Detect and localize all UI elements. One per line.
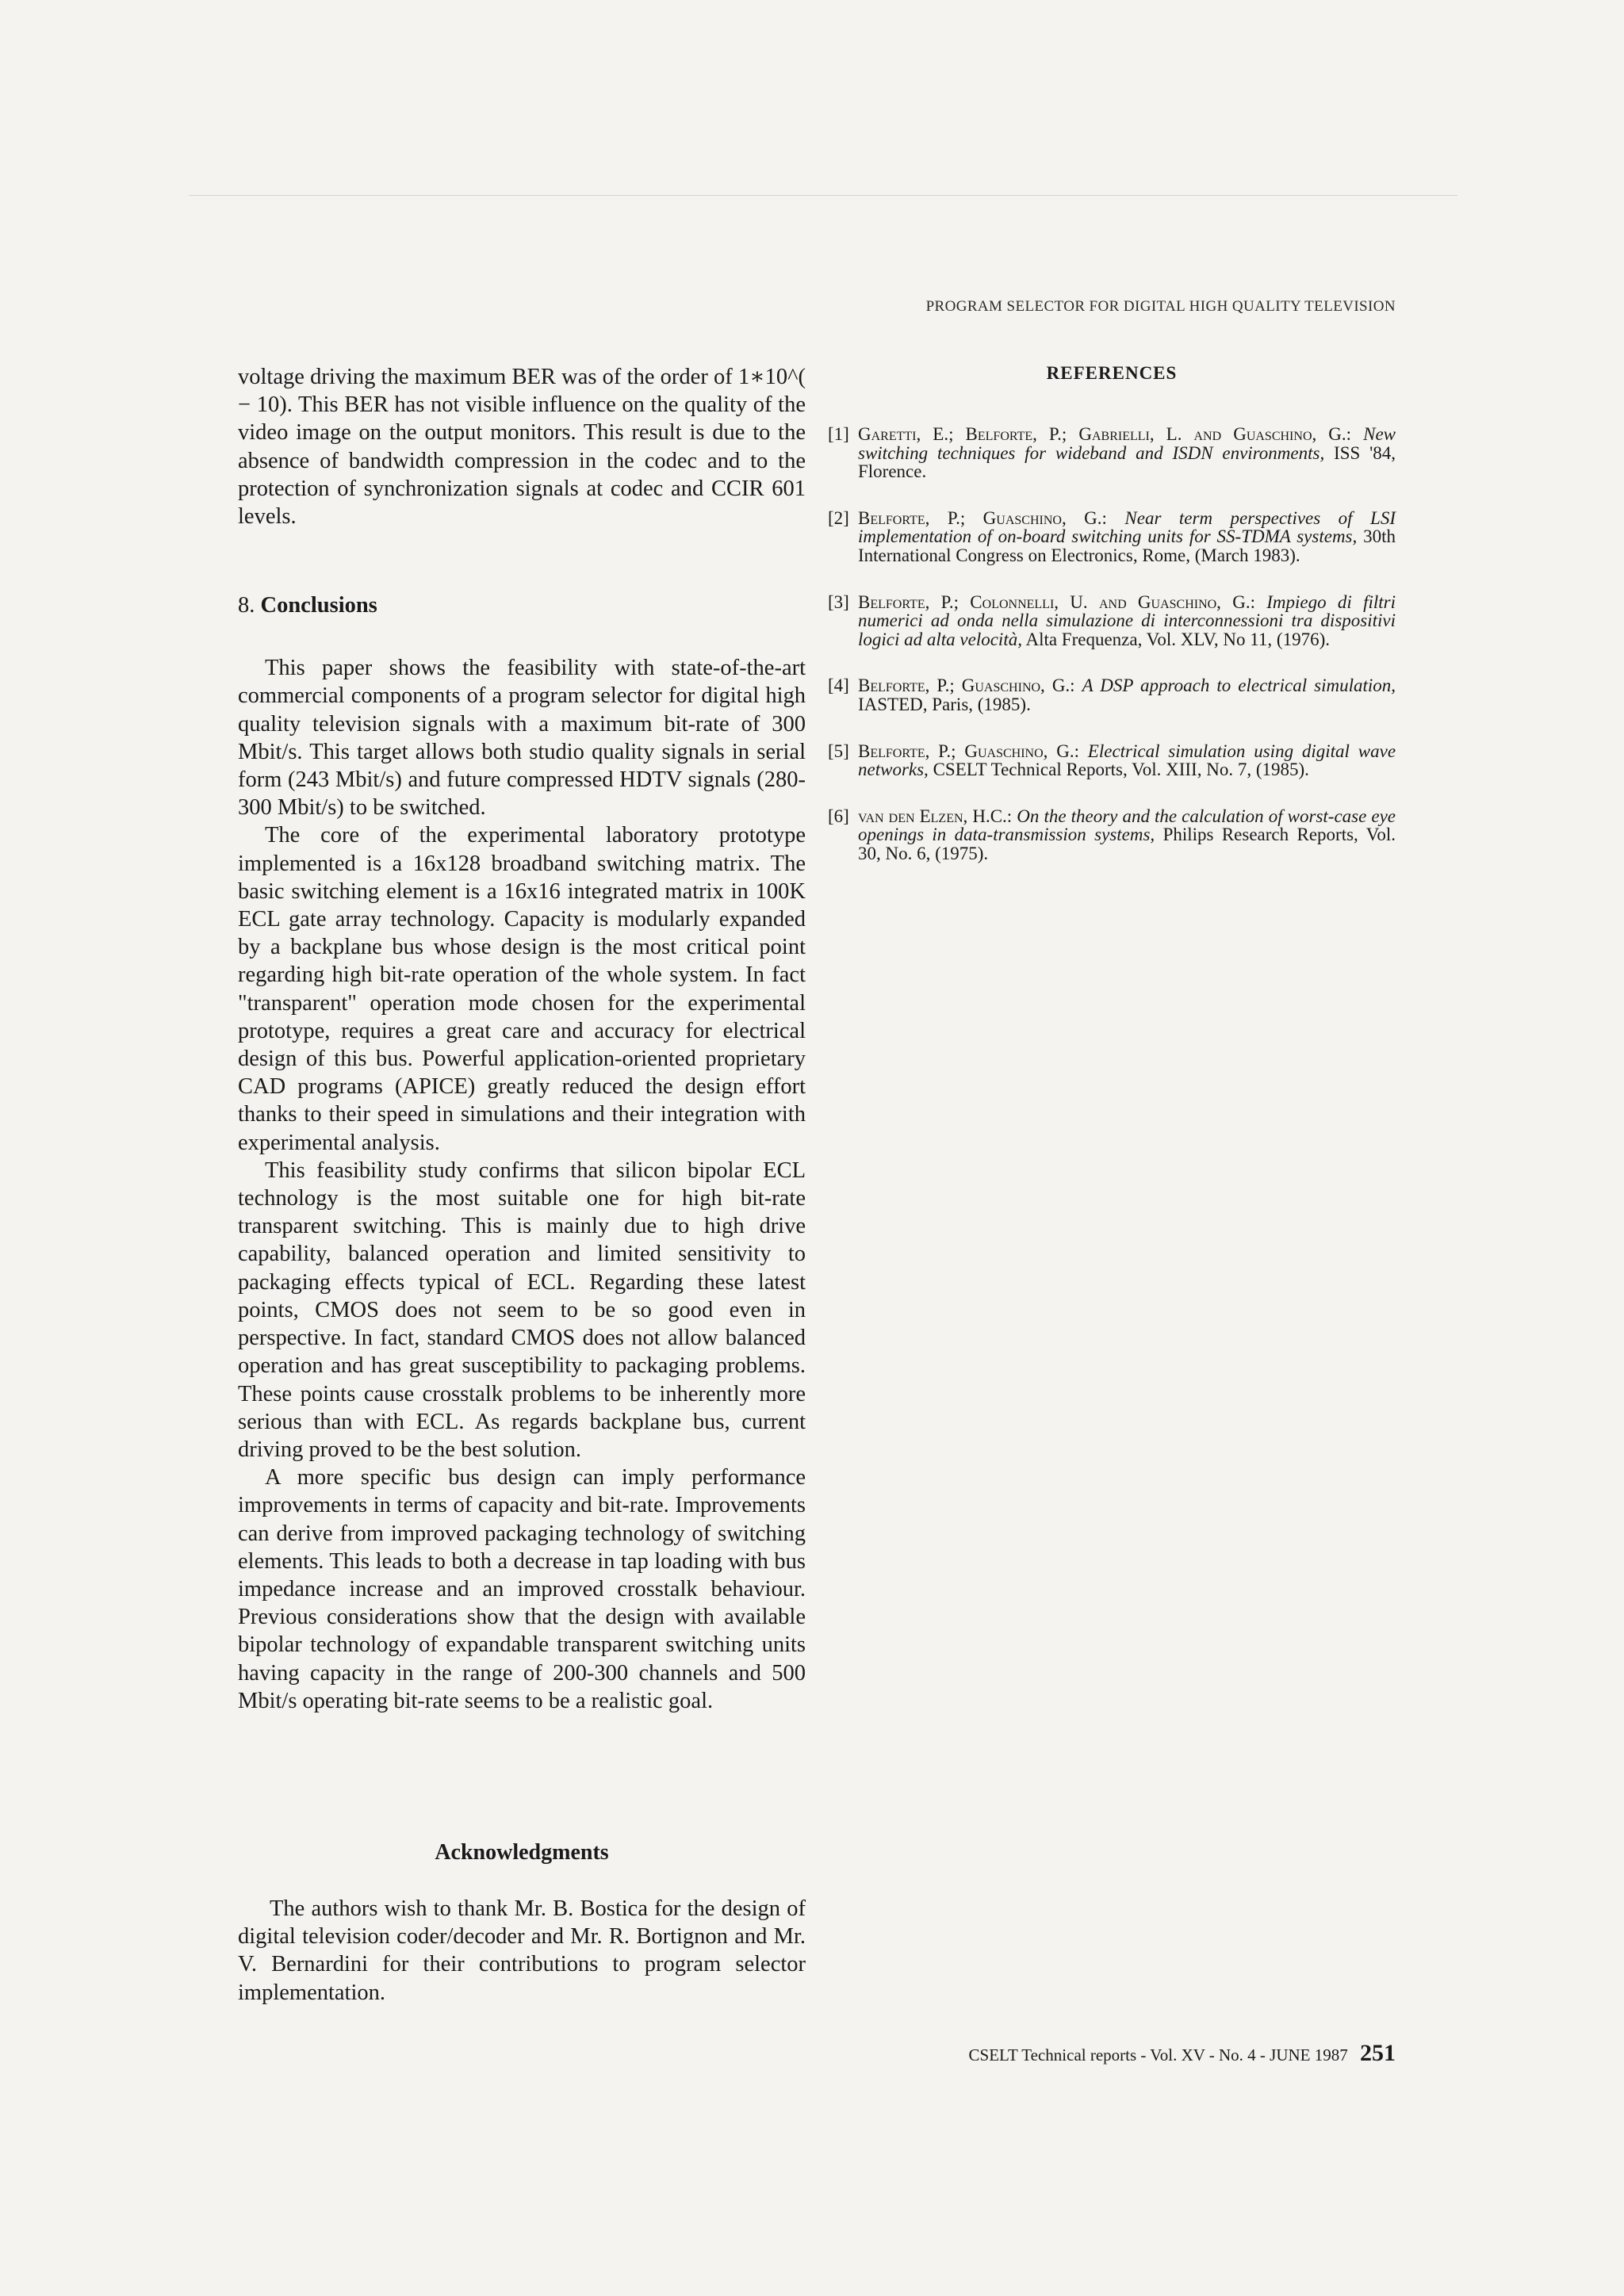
page-footer [793,2040,1396,2067]
reference-number: [1] [828,424,849,444]
reference-number: [5] [828,740,849,761]
reference-authors: van den Elzen, H.C.: [858,806,1013,826]
section-title: Conclusions [260,593,377,618]
body-paragraph: This feasibility study confirms that silicon bipolar ECL technology is the most suitable one for high bit-rate transparent switching. This is mainly due to high drive capability, balanced operation and limited sensitivity to packaging effects typical of ECL. Regarding these latest points, CMOS does not seem to be so good even in perspective. In fact, standard CMOS does not allow balanced operation and has great susceptibility to packaging problems. These points cause crosstalk problems to be inherently more serious than with ECL. As regards backplane bus, current driving proved to be the best solution. [238,1158,806,1462]
reference-authors: Belforte, P.; Guaschino, G.: [858,740,1079,761]
reference-text [858,425,1396,481]
reference-text [858,807,1396,863]
acknowledgments-heading: Acknowledgments [435,1840,609,1865]
reference-authors: Belforte, P.; Guaschino, G.: [858,675,1075,696]
reference-title: Impiego di filtri numerici ad onda nella simulazione di interconnessioni tra dispositivi logici ad alta velocità, [858,591,1396,649]
reference-source: 30th International Congress on Electronics, Rome, (March 1983). [858,526,1396,565]
reference-item [828,593,1396,649]
reference-number: [3] [828,591,849,612]
reference-item [828,807,1396,863]
references-heading: REFERENCES [1046,363,1178,383]
reference-authors: Belforte, P.; Guaschino, G.: [858,507,1107,528]
journal-info: CSELT Technical reports - Vol. XV - No. 4 - JUNE 1987 [968,2045,1348,2064]
reference-number: [6] [828,806,849,826]
body-paragraph: A more specific bus design can imply performance improvements in terms of capacity and bit-rate. Improvements can derive from improved packaging technology of switching elements. This leads to both a decrease in tap loading with bus impedance increase and an improved crosstalk behaviour. Previous considerations show that the design with available bipolar technology of expandable transparent switching units having capacity in the range of 200-300 channels and 500 Mbit/s operating bit-rate seems to be a realistic goal. [238,1465,806,1713]
acknowledgments-text: The authors wish to thank Mr. B. Bostica for the design of digital television coder/decoder and Mr. R. Bortignon and Mr. V. Bernardini for their contributions to program selector implementation. [238,1896,806,2005]
reference-text [858,676,1396,714]
reference-title: New switching techniques for wideband and ISDN environments, [858,424,1396,463]
reference-item [828,425,1396,481]
reference-text [858,593,1396,649]
reference-item [828,742,1396,779]
reference-title: Near term perspectives of LSI implementation of on-board switching units for SS-TDMA systems, [858,507,1396,547]
reference-title: On the theory and the calculation of worst-case eye openings in data-transmission systems, [858,806,1396,845]
references-column [828,363,1396,891]
reference-text [858,742,1396,779]
reference-source: CSELT Technical Reports, Vol. XIII, No. 7, (1985). [933,760,1309,780]
body-paragraph: The core of the experimental laboratory prototype implemented is a 16x128 broadband switching matrix. The basic switching element is a 16x16 integrated matrix in 100K ECL gate array technology. Capacity is modularly expanded by a backplane bus whose design is the most critical point regarding high bit-rate operation of the whole system. In fact "transparent" operation mode chosen for the experimental prototype, requires a great care and accuracy for electrical design of this bus. Powerful application-oriented proprietary CAD programs (APICE) greatly reduced the design effort thanks to their speed in simulations and their integration with experimental analysis. [238,823,806,1155]
reference-source: IASTED, Paris, (1985). [858,694,1031,714]
page-number: 251 [1360,2040,1396,2066]
reference-title: A DSP approach to electrical simulation, [1082,675,1396,696]
section-heading [238,592,806,619]
reference-item [828,509,1396,565]
running-head: PROGRAM SELECTOR FOR DIGITAL HIGH QUALITY TELEVISION [925,298,1396,315]
reference-number: [4] [828,675,849,696]
body-paragraph: voltage driving the maximum BER was of the order of 1∗10^( − 10). This BER has not visible influence on the quality of the video image on the output monitors. This result is due to the absence of bandwidth compression in the codec and to the protection of synchronization signals at codec and CCIR 601 levels. [238,365,806,530]
reference-source: Alta Frequenza, Vol. XLV, No 11, (1976). [1025,629,1330,649]
reference-number: [2] [828,507,849,528]
reference-source: Philips Research Reports, Vol. 30, No. 6, (1975). [858,825,1396,863]
top-rule [189,195,1457,196]
section-number: 8. [238,593,255,618]
reference-text [858,509,1396,565]
reference-item [828,676,1396,714]
reference-title: Electrical simulation using digital wave networks, [858,740,1396,780]
left-column [238,363,806,1715]
reference-source: ISS '84, Florence. [858,442,1396,482]
reference-authors: Garetti, E.; Belforte, P.; Gabrielli, L. and Guaschino, G.: [858,424,1352,444]
body-paragraph: This paper shows the feasibility with state-of-the-art commercial components of a program selector for digital high quality television signals with a maximum bit-rate of 300 Mbit/s. This target allows both studio quality signals in serial form (243 Mbit/s) and future compressed HDTV signals (280-300 Mbit/s) to be switched. [238,656,806,821]
reference-authors: Belforte, P.; Colonnelli, U. and Guaschino, G.: [858,591,1255,612]
acknowledgments-body [238,1895,806,2007]
